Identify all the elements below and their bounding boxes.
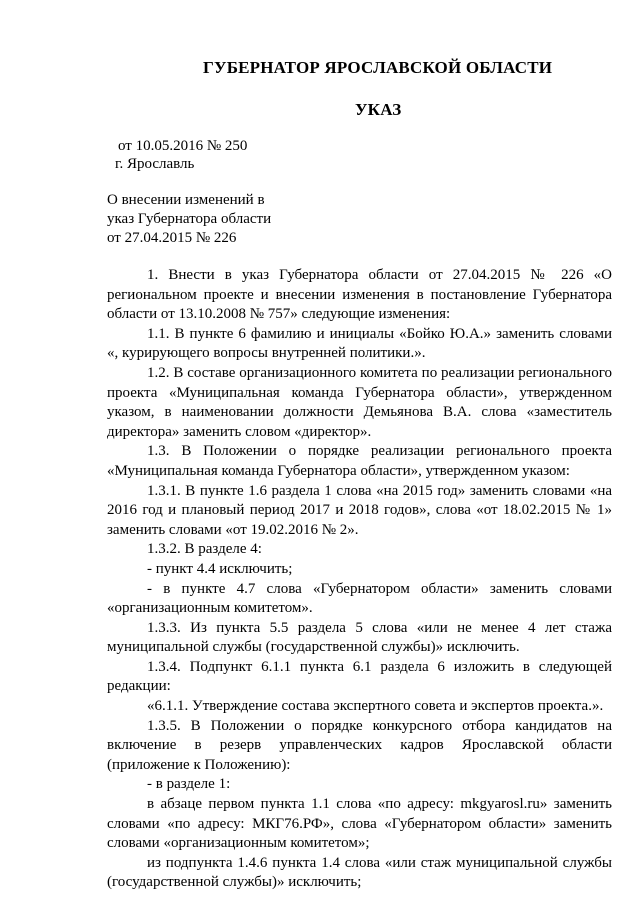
paragraph: 1. Внести в указ Губернатора области от 27.04.2015 № 226 «О региональном проекте и внесении изменения в постановление Губернатора области от 13.10.2008 № 757» следующие изменения: <box>107 267 612 323</box>
document-city: г. Ярославль <box>115 156 195 172</box>
paragraph: из подпункта 1.4.6 пункта 1.4 слова «или стаж муниципальной службы (государственной службы)» исключить; <box>107 854 612 891</box>
document-body <box>107 266 612 893</box>
paragraph: 1.3.2. В разделе 4: <box>147 541 262 558</box>
subject-line: указ Губернатора области <box>107 211 272 227</box>
paragraph: в абзаце первом пункта 1.1 слова «по адресу: mkgyarosl.ru» заменить словами «по адресу: МКГ76.РФ», слова «Губернатором области» заменить словами «организационным комитетом»; <box>107 796 612 852</box>
document-date-number: от 10.05.2016 № 250 <box>118 138 248 154</box>
paragraph: 1.1. В пункте 6 фамилию и инициалы «Бойко Ю.А.» заменить словами «, курирующего вопросы внутренней политики.». <box>107 325 612 362</box>
paragraph: 1.3. В Положении о порядке реализации регионального проекта «Муниципальная команда Губернатора области», утвержденном указом: <box>107 443 612 479</box>
document-subject <box>107 191 271 248</box>
paragraph: 1.3.5. В Положении о порядке конкурсного отбора кандидатов на включение в резерв управленческих кадров Ярославской области (приложение к Положению): <box>107 717 612 773</box>
subject-line: О внесении изменений в <box>107 192 265 208</box>
paragraph: - в пункте 4.7 слова «Губернатором области» заменить словами «организационным комитетом». <box>107 580 612 617</box>
paragraph: 1.3.1. В пункте 1.6 раздела 1 слова «на 2015 год» заменить словами «на 2016 год и плановый период 2017 и 2018 годов», слова «от 18.02.2015 № 1» заменить словами «от 19.02.2016 № 2». <box>107 482 612 538</box>
paragraph: 1.3.4. Подпункт 6.1.1 пункта 6.1 раздела 6 изложить в следующей редакции: <box>107 658 612 695</box>
paragraph: - пункт 4.4 исключить; <box>147 560 293 577</box>
document-type: УКАЗ <box>355 100 402 119</box>
paragraph: 1.3.3. Из пункта 5.5 раздела 5 слова «или не менее 4 лет стажа муниципальной службы (государственной службы)» исключить. <box>107 619 612 656</box>
authority-title: ГУБЕРНАТОР ЯРОСЛАВСКОЙ ОБЛАСТИ <box>203 58 553 77</box>
subject-line: от 27.04.2015 № 226 <box>107 230 237 246</box>
paragraph: «6.1.1. Утверждение состава экспертного совета и экспертов проекта.». <box>147 698 604 715</box>
paragraph: 1.2. В составе организационного комитета по реализации регионального проекта «Муниципальная команда Губернатора области», утвержденном указом, в наименовании должности Демьянова В.А. слова «заместитель директора» заменить словом «директор». <box>107 364 612 440</box>
paragraph: - в разделе 1: <box>147 776 231 793</box>
